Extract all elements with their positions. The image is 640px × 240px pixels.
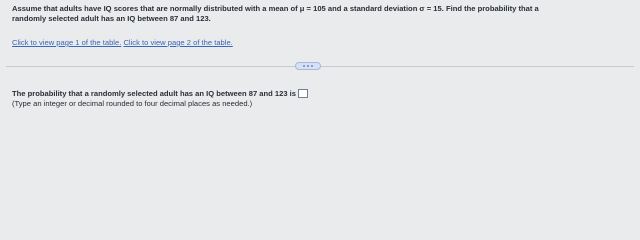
ellipsis-icon [303,65,305,67]
question-text [12,4,622,24]
question-line-2: randomly selected adult has an IQ between 87 and 123. [12,14,211,23]
answer-input[interactable] [298,89,308,98]
view-table-page-1-link[interactable]: Click to view page 1 of the table. [12,38,122,47]
answer-hint: (Type an integer or decimal rounded to four decimal places as needed.) [12,99,253,108]
table-links [12,38,233,48]
answer-row [12,89,308,99]
answer-prompt: The probability that a randomly selected adult has an IQ between 87 and 123 is [12,89,297,98]
question-line-1: Assume that adults have IQ scores that are normally distributed with a mean of μ = 105 and a standard deviation σ = 15. Find the probability that a [12,4,539,13]
expand-more-button[interactable] [295,62,321,70]
view-table-page-2-link[interactable]: Click to view page 2 of the table. [123,38,233,47]
